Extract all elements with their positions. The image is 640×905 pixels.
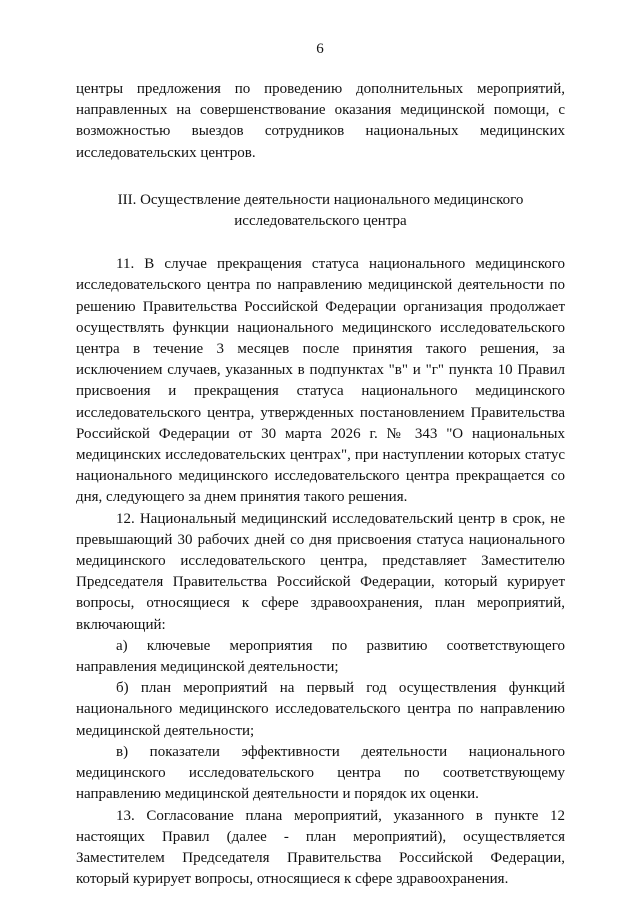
section-heading-line-1: III. Осуществление деятельности национального медицинского (117, 191, 524, 208)
intro-paragraph: центры предложения по проведению дополнительных мероприятий, направленных на совершенствование оказания медицинской помощи, с возможностью выездов сотрудников национальных медицинских исследовательских центров. (76, 81, 565, 161)
section-heading (76, 190, 565, 232)
section-heading-line-2: исследовательского центра (234, 213, 407, 230)
page-number: 6 (316, 41, 324, 57)
paragraph-11: 11. В случае прекращения статуса национального медицинского исследовательского центра по направлению медицинской деятельности по решению Правительства Российской Федерации организация продолжает осуществлять функции национального медицинского исследовательского центра в течение 3 месяцев после принятия такого решения, за исключением случаев, указанных в подпунктах "в" и "г" пункта 10 Правил присвоения и прекращения статуса национального медицинского исследовательского центра, утвержденных постановлением Правительства Российской Федерации от 30 марта 2026 г. № 343 "О национальных медицинских исследовательских центрах", при наступлении которых статус национального медицинского исследовательского центра прекращается со дня, следующего за днем принятия такого решения. (76, 256, 565, 506)
paragraph-12: 12. Национальный медицинский исследовательский центр в срок, не превышающий 30 рабочих дней со дня присвоения статуса национального медицинского исследовательского центра, представляет Заместителю Председателя Правительства Российской Федерации, который курирует вопросы, относящиеся к сфере здравоохранения, план мероприятий, включающий: (76, 510, 565, 633)
document-body (76, 79, 565, 890)
paragraph-13: 13. Согласование плана мероприятий, указанного в пункте 12 настоящих Правил (далее - план мероприятий), осуществляется Заместителем Председателя Правительства Российской Федерации, который курирует вопросы, относящиеся к сфере здравоохранения. (76, 807, 565, 888)
subpoint-b: б) план мероприятий на первый год осуществления функций национального медицинского исследовательского центра по направлению медицинской деятельности; (76, 680, 565, 739)
subpoint-a: а) ключевые мероприятия по развитию соответствующего направления медицинской деятельности; (76, 637, 565, 676)
subpoint-v: в) показатели эффективности деятельности национального медицинского исследовательского центра по соответствующему направлению медицинской деятельности и порядок их оценки. (76, 743, 565, 803)
